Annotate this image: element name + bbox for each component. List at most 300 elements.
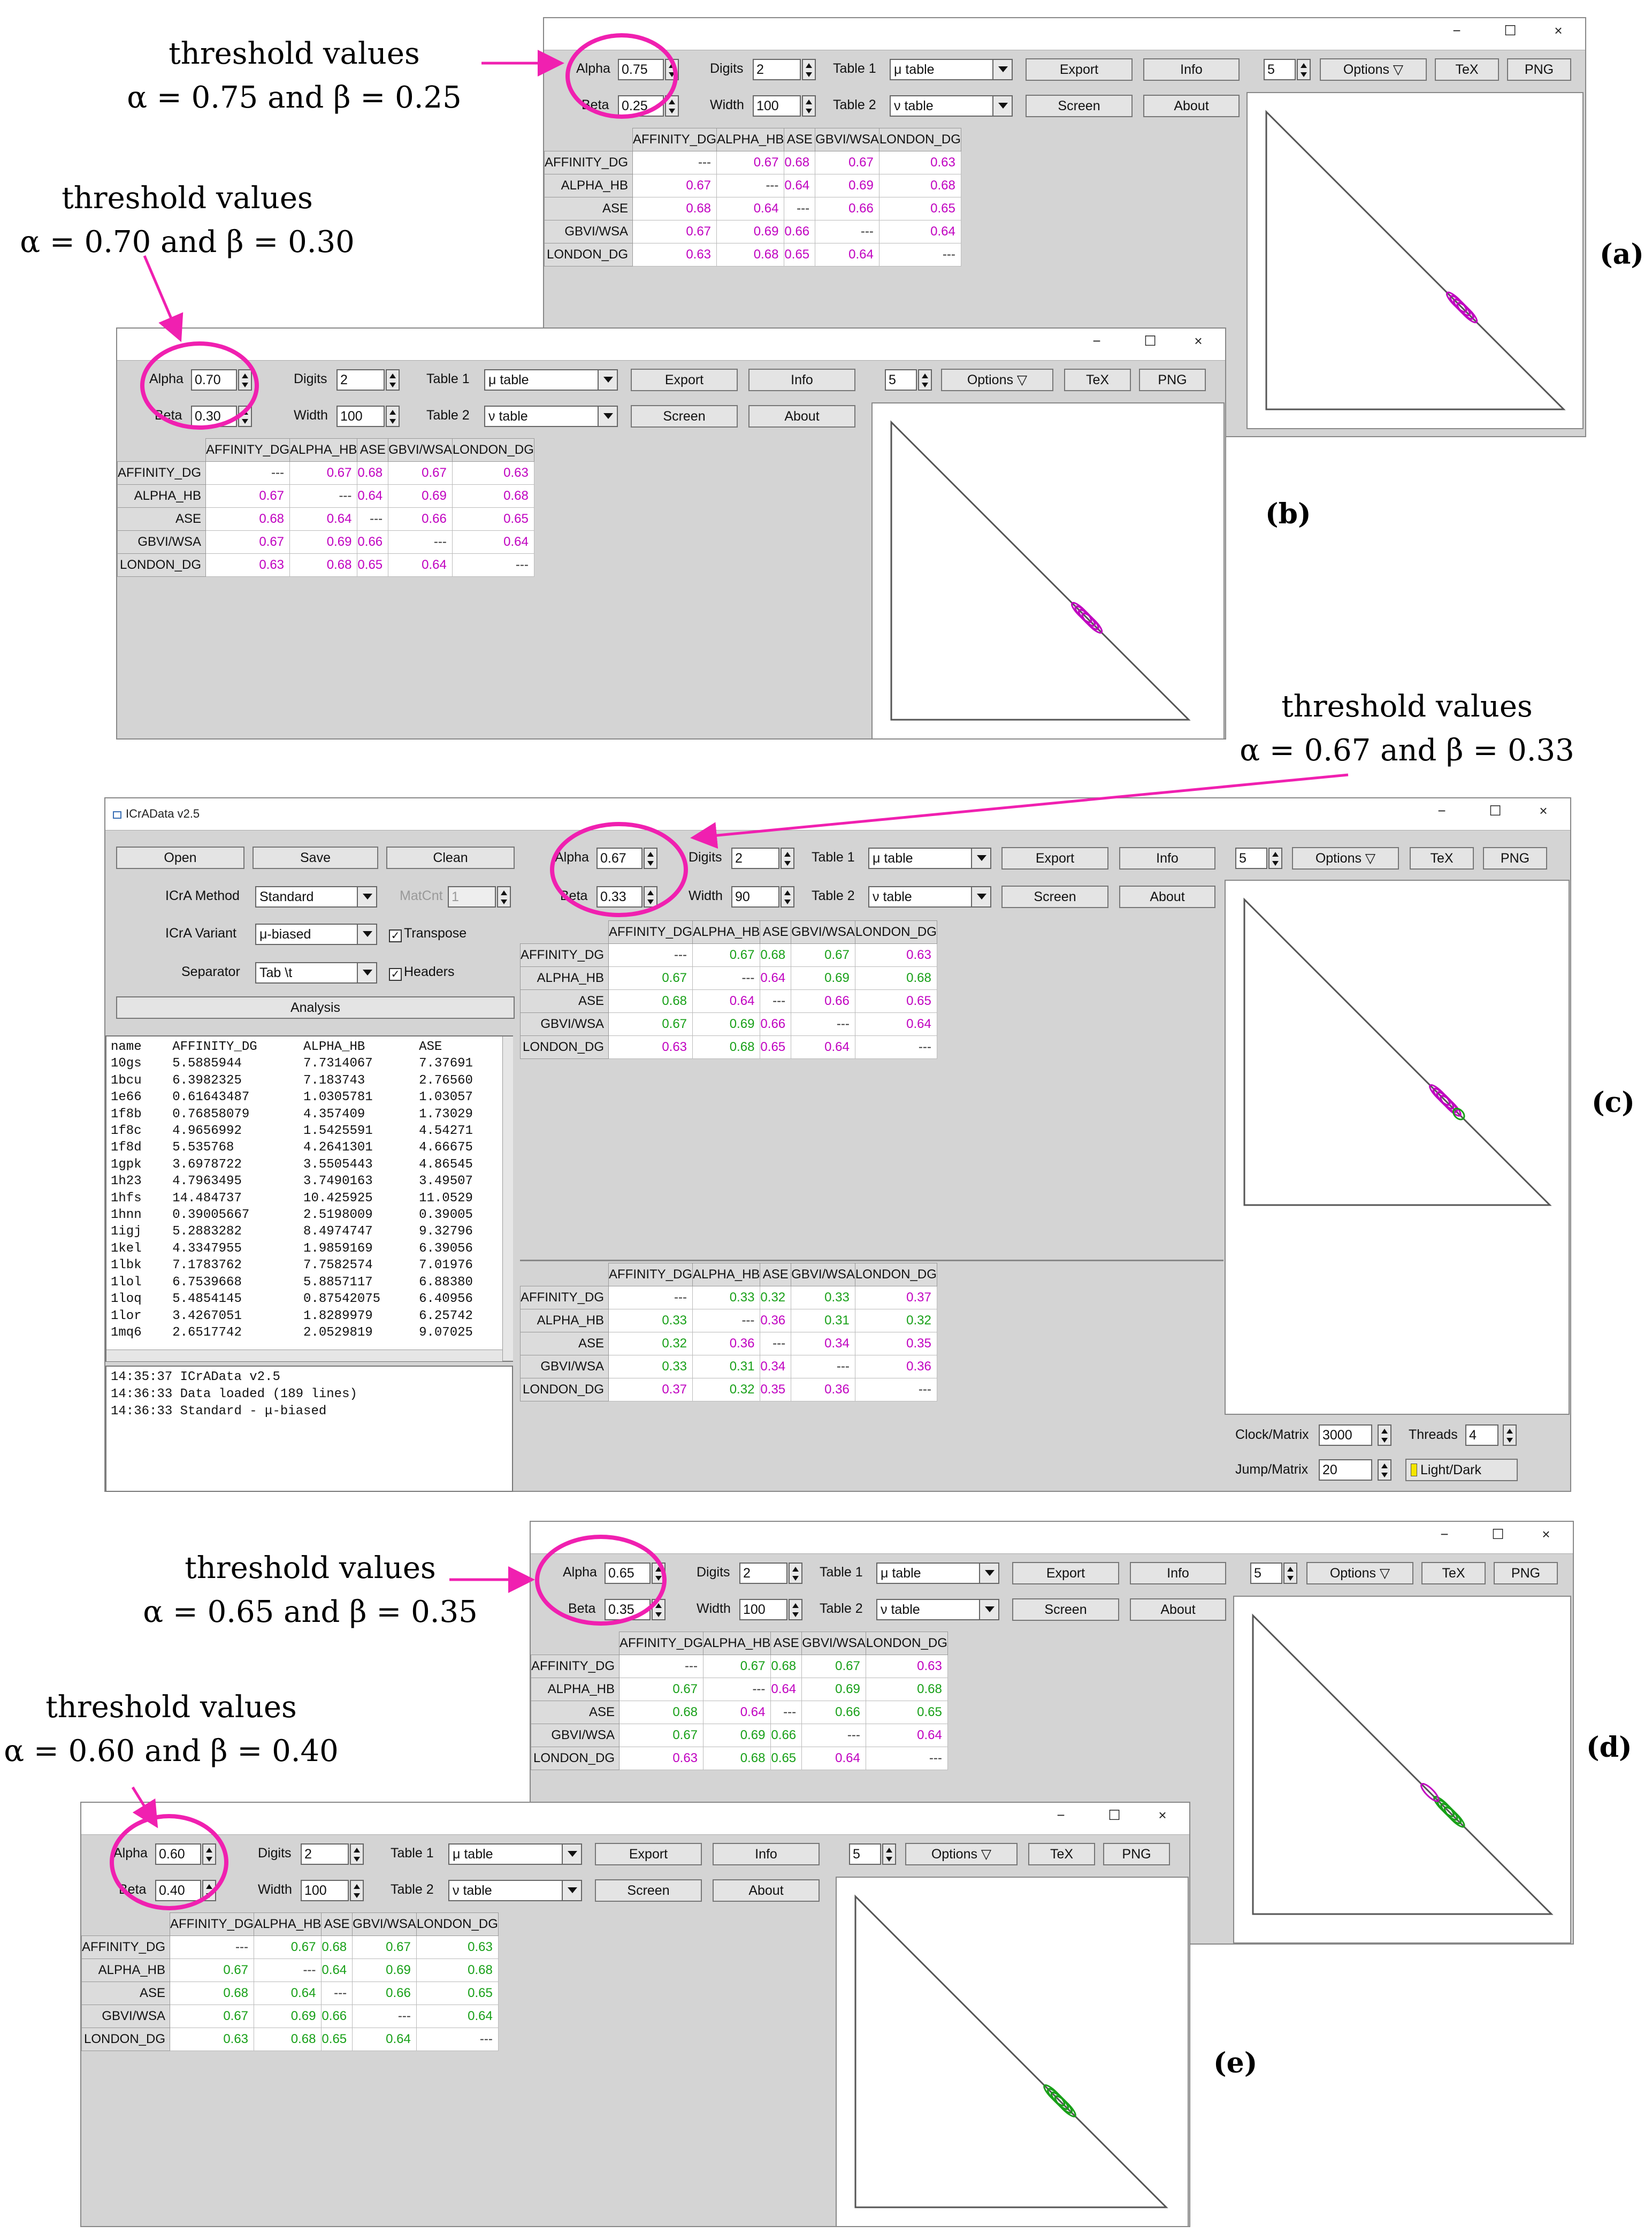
table-cell[interactable]: 0.67 bbox=[290, 462, 357, 485]
table-cell[interactable]: 0.34 bbox=[791, 1332, 855, 1355]
png-button[interactable]: PNG bbox=[1507, 58, 1571, 81]
column-header[interactable]: ASE bbox=[322, 1913, 353, 1936]
table-cell[interactable]: 0.68 bbox=[771, 1655, 802, 1678]
table-cell[interactable]: 0.68 bbox=[879, 174, 961, 197]
column-header[interactable]: GBVI/WSA bbox=[791, 1263, 855, 1286]
table-cell[interactable]: 0.63 bbox=[416, 1936, 498, 1959]
table-cell[interactable]: 0.65 bbox=[357, 554, 388, 577]
row-header[interactable]: LONDON_DG bbox=[82, 2028, 170, 2051]
tex-button[interactable]: TeX bbox=[1421, 1562, 1486, 1584]
table-cell[interactable]: 0.63 bbox=[206, 554, 290, 577]
screen-button[interactable]: Screen bbox=[595, 1879, 702, 1902]
table-cell[interactable]: 0.64 bbox=[717, 197, 784, 220]
column-header[interactable]: AFFINITY_DG bbox=[609, 1263, 693, 1286]
maximize-button[interactable]: ☐ bbox=[1492, 1526, 1504, 1542]
table-cell[interactable]: 0.33 bbox=[791, 1286, 855, 1309]
row-header[interactable]: LONDON_DG bbox=[521, 1036, 609, 1059]
table-cell[interactable]: 0.67 bbox=[633, 220, 717, 243]
column-header[interactable]: ASE bbox=[784, 128, 815, 151]
tex-button[interactable]: TeX bbox=[1064, 369, 1131, 391]
width-input[interactable]: 100 bbox=[336, 406, 385, 427]
beta-input[interactable]: 0.30 bbox=[191, 406, 237, 427]
table-cell[interactable]: --- bbox=[388, 531, 453, 554]
table-cell[interactable]: 0.32 bbox=[609, 1332, 693, 1355]
minimize-button[interactable]: − bbox=[1440, 1526, 1449, 1542]
matcnt-label: MatCnt bbox=[400, 888, 443, 903]
table-cell[interactable]: 0.68 bbox=[206, 508, 290, 531]
table-cell[interactable]: 0.67 bbox=[254, 1936, 322, 1959]
table-cell[interactable]: 0.69 bbox=[703, 1724, 771, 1747]
row-header[interactable]: GBVI/WSA bbox=[521, 1013, 609, 1036]
row-header[interactable]: GBVI/WSA bbox=[521, 1355, 609, 1378]
info-button[interactable]: Info bbox=[713, 1843, 820, 1865]
options-button[interactable]: Options ▽ bbox=[1292, 847, 1399, 870]
table-cell[interactable]: --- bbox=[322, 1982, 353, 2005]
table-cell[interactable]: 0.66 bbox=[322, 2005, 353, 2028]
export-button[interactable]: Export bbox=[1026, 58, 1133, 81]
table-cell[interactable]: --- bbox=[866, 1747, 947, 1770]
alpha-input[interactable]: 0.67 bbox=[596, 848, 643, 869]
table-cell[interactable]: 0.64 bbox=[357, 485, 388, 508]
column-header[interactable]: GBVI/WSA bbox=[353, 1913, 417, 1936]
options-button[interactable]: Options ▽ bbox=[941, 369, 1053, 391]
table-cell[interactable]: 0.64 bbox=[771, 1678, 802, 1701]
table-cell[interactable]: --- bbox=[206, 462, 290, 485]
column-header[interactable]: ALPHA_HB bbox=[254, 1913, 322, 1936]
table-cell[interactable]: 0.68 bbox=[416, 1959, 498, 1982]
table-cell[interactable]: --- bbox=[254, 1959, 322, 1982]
table-cell[interactable]: 0.65 bbox=[784, 243, 815, 266]
table-cell[interactable]: 0.64 bbox=[254, 1982, 322, 2005]
row-header[interactable]: LONDON_DG bbox=[118, 554, 206, 577]
column-header[interactable]: AFFINITY_DG bbox=[609, 921, 693, 944]
table-cell[interactable]: 0.68 bbox=[633, 197, 717, 220]
width-input[interactable]: 90 bbox=[731, 886, 779, 908]
maximize-button[interactable]: ☐ bbox=[1504, 22, 1517, 39]
table-cell[interactable]: 0.32 bbox=[855, 1309, 937, 1332]
table-cell[interactable]: 0.64 bbox=[693, 990, 760, 1013]
digits-input[interactable]: 2 bbox=[301, 1843, 349, 1865]
width-input[interactable]: 100 bbox=[301, 1880, 349, 1901]
table-cell[interactable]: --- bbox=[879, 243, 961, 266]
row-header[interactable]: ASE bbox=[521, 990, 609, 1013]
digits-input[interactable]: 2 bbox=[731, 848, 779, 869]
table-cell[interactable]: 0.69 bbox=[717, 220, 784, 243]
beta-input[interactable]: 0.33 bbox=[596, 886, 643, 908]
table-cell[interactable]: 0.36 bbox=[760, 1309, 791, 1332]
table-cell[interactable]: --- bbox=[791, 1013, 855, 1036]
column-header[interactable]: LONDON_DG bbox=[879, 128, 961, 151]
table-cell[interactable]: 0.68 bbox=[290, 554, 357, 577]
table-cell[interactable]: 0.65 bbox=[416, 1982, 498, 2005]
table-cell[interactable]: 0.68 bbox=[693, 1036, 760, 1059]
table-cell[interactable]: --- bbox=[717, 174, 784, 197]
log-text-area[interactable]: 14:35:37 ICrAData v2.5 14:36:33 Data loaded (189 lines) 14:36:33 Standard - μ-biased bbox=[105, 1366, 513, 1492]
close-button[interactable]: × bbox=[1158, 1807, 1167, 1823]
table-cell[interactable]: 0.69 bbox=[290, 531, 357, 554]
row-header[interactable]: GBVI/WSA bbox=[82, 2005, 170, 2028]
row-header[interactable]: ALPHA_HB bbox=[545, 174, 633, 197]
export-button[interactable]: Export bbox=[631, 369, 738, 391]
table-cell[interactable]: 0.67 bbox=[206, 485, 290, 508]
table-cell[interactable]: 0.65 bbox=[322, 2028, 353, 2051]
table-cell[interactable]: 0.66 bbox=[771, 1724, 802, 1747]
table-cell[interactable]: 0.68 bbox=[866, 1678, 947, 1701]
table-cell[interactable]: 0.64 bbox=[322, 1959, 353, 1982]
maximize-button[interactable]: ☐ bbox=[1489, 803, 1502, 819]
table-cell[interactable]: 0.67 bbox=[620, 1678, 703, 1701]
table-cell[interactable]: 0.36 bbox=[693, 1332, 760, 1355]
info-button[interactable]: Info bbox=[748, 369, 855, 391]
info-button[interactable]: Info bbox=[1143, 58, 1240, 81]
table-cell[interactable]: 0.67 bbox=[388, 462, 453, 485]
digits-input[interactable]: 2 bbox=[739, 1563, 787, 1584]
table-cell[interactable]: --- bbox=[693, 967, 760, 990]
table-cell[interactable]: 0.68 bbox=[703, 1747, 771, 1770]
column-header[interactable]: ASE bbox=[357, 439, 388, 462]
table-cell[interactable]: 0.63 bbox=[855, 944, 937, 967]
alpha-input[interactable]: 0.60 bbox=[155, 1843, 201, 1865]
table-cell[interactable]: 0.63 bbox=[633, 243, 717, 266]
check-icon[interactable]: ✓ bbox=[389, 929, 402, 942]
table-cell[interactable]: 0.63 bbox=[620, 1747, 703, 1770]
options-button[interactable]: Options ▽ bbox=[905, 1843, 1018, 1865]
table-cell[interactable]: 0.69 bbox=[388, 485, 453, 508]
column-header[interactable]: ALPHA_HB bbox=[717, 128, 784, 151]
table-cell[interactable]: --- bbox=[784, 197, 815, 220]
table-cell[interactable]: 0.66 bbox=[784, 220, 815, 243]
screen-button[interactable]: Screen bbox=[1012, 1598, 1119, 1621]
digits-input[interactable]: 2 bbox=[336, 369, 385, 391]
maximize-button[interactable]: ☐ bbox=[1108, 1807, 1121, 1823]
table-cell[interactable]: 0.68 bbox=[170, 1982, 254, 2005]
table-cell[interactable]: --- bbox=[633, 151, 717, 174]
table-cell[interactable]: 0.64 bbox=[703, 1701, 771, 1724]
table-cell[interactable]: 0.65 bbox=[771, 1747, 802, 1770]
column-header[interactable]: LONDON_DG bbox=[866, 1632, 947, 1655]
table-cell[interactable]: 0.64 bbox=[791, 1036, 855, 1059]
table-cell[interactable]: --- bbox=[855, 1036, 937, 1059]
table-cell[interactable]: 0.68 bbox=[452, 485, 534, 508]
tex-button[interactable]: TeX bbox=[1410, 847, 1474, 870]
row-header[interactable]: GBVI/WSA bbox=[118, 531, 206, 554]
table-cell[interactable]: 0.65 bbox=[866, 1701, 947, 1724]
row-header[interactable]: LONDON_DG bbox=[531, 1747, 620, 1770]
table-cell[interactable]: --- bbox=[771, 1701, 802, 1724]
clean-button[interactable]: Clean bbox=[386, 847, 515, 869]
table-cell[interactable]: 0.64 bbox=[855, 1013, 937, 1036]
check-icon[interactable]: ✓ bbox=[389, 968, 402, 981]
row-header[interactable]: ASE bbox=[531, 1701, 620, 1724]
export-button[interactable]: Export bbox=[1012, 1562, 1119, 1584]
column-header[interactable]: LONDON_DG bbox=[855, 1263, 937, 1286]
table-cell[interactable]: 0.65 bbox=[855, 990, 937, 1013]
alpha-input[interactable]: 0.65 bbox=[605, 1563, 651, 1584]
minimize-button[interactable]: − bbox=[1437, 803, 1446, 819]
table-cell[interactable]: 0.69 bbox=[693, 1013, 760, 1036]
maximize-button[interactable]: ☐ bbox=[1144, 333, 1157, 349]
table-cell[interactable]: 0.64 bbox=[802, 1747, 866, 1770]
table-cell[interactable]: --- bbox=[760, 1332, 791, 1355]
row-header[interactable]: AFFINITY_DG bbox=[521, 944, 609, 967]
table-cell[interactable]: --- bbox=[855, 1378, 937, 1401]
table-cell[interactable]: 0.67 bbox=[609, 1013, 693, 1036]
table-cell[interactable]: 0.65 bbox=[760, 1036, 791, 1059]
table-cell[interactable]: 0.64 bbox=[879, 220, 961, 243]
table-cell[interactable]: 0.65 bbox=[452, 508, 534, 531]
about-button[interactable]: About bbox=[748, 405, 855, 428]
clock-input[interactable]: 3000 bbox=[1319, 1424, 1372, 1446]
table-cell[interactable]: 0.63 bbox=[609, 1036, 693, 1059]
column-header[interactable]: AFFINITY_DG bbox=[633, 128, 717, 151]
screen-button[interactable]: Screen bbox=[1026, 95, 1133, 117]
info-button[interactable]: Info bbox=[1119, 847, 1215, 870]
table-cell[interactable]: --- bbox=[452, 554, 534, 577]
column-header[interactable]: ALPHA_HB bbox=[290, 439, 357, 462]
minimize-button[interactable]: − bbox=[1092, 333, 1101, 349]
table-cell[interactable]: 0.66 bbox=[815, 197, 879, 220]
table-cell[interactable]: --- bbox=[353, 2005, 417, 2028]
table-cell[interactable]: --- bbox=[760, 990, 791, 1013]
annotation-values: α = 0.67 and β = 0.33 bbox=[1240, 733, 1574, 768]
table-cell[interactable]: 0.67 bbox=[717, 151, 784, 174]
row-header[interactable]: AFFINITY_DG bbox=[531, 1655, 620, 1678]
beta-input[interactable]: 0.35 bbox=[605, 1599, 651, 1620]
table-cell[interactable]: 0.64 bbox=[452, 531, 534, 554]
table-cell[interactable]: 0.64 bbox=[760, 967, 791, 990]
column-header[interactable]: ASE bbox=[771, 1632, 802, 1655]
beta-input[interactable]: 0.25 bbox=[618, 95, 664, 117]
column-header[interactable]: LONDON_DG bbox=[416, 1913, 498, 1936]
table-cell[interactable]: 0.67 bbox=[693, 944, 760, 967]
table-cell[interactable]: 0.67 bbox=[703, 1655, 771, 1678]
table-cell[interactable]: 0.37 bbox=[855, 1286, 937, 1309]
options-button[interactable]: Options ▽ bbox=[1306, 1562, 1413, 1584]
row-header[interactable]: AFFINITY_DG bbox=[521, 1286, 609, 1309]
row-header[interactable]: LONDON_DG bbox=[545, 243, 633, 266]
row-header[interactable]: ASE bbox=[545, 197, 633, 220]
row-header[interactable]: AFFINITY_DG bbox=[545, 151, 633, 174]
table-cell[interactable]: --- bbox=[802, 1724, 866, 1747]
table-cell[interactable]: 0.33 bbox=[609, 1355, 693, 1378]
about-button[interactable]: About bbox=[1130, 1598, 1226, 1621]
table-cell[interactable]: 0.67 bbox=[170, 2005, 254, 2028]
table-cell[interactable]: --- bbox=[609, 944, 693, 967]
table-cell[interactable]: --- bbox=[703, 1678, 771, 1701]
close-button[interactable]: × bbox=[1539, 803, 1548, 819]
close-button[interactable]: × bbox=[1554, 22, 1563, 39]
table-cell[interactable]: --- bbox=[693, 1309, 760, 1332]
table-cell[interactable]: 0.67 bbox=[620, 1724, 703, 1747]
n-input[interactable]: 5 bbox=[849, 1843, 881, 1865]
table-cell[interactable]: 0.33 bbox=[609, 1309, 693, 1332]
table-cell[interactable]: 0.33 bbox=[693, 1286, 760, 1309]
alpha-input[interactable]: 0.75 bbox=[618, 59, 664, 80]
table-cell[interactable]: 0.68 bbox=[620, 1701, 703, 1724]
about-button[interactable]: About bbox=[1143, 95, 1240, 117]
table-cell[interactable]: 0.66 bbox=[802, 1701, 866, 1724]
screen-button[interactable]: Screen bbox=[1001, 886, 1108, 908]
table-cell[interactable]: 0.63 bbox=[879, 151, 961, 174]
table-cell[interactable]: 0.64 bbox=[866, 1724, 947, 1747]
table-cell[interactable]: 0.67 bbox=[609, 967, 693, 990]
tex-button[interactable]: TeX bbox=[1435, 58, 1499, 81]
column-header[interactable]: GBVI/WSA bbox=[791, 921, 855, 944]
table-cell[interactable]: 0.35 bbox=[855, 1332, 937, 1355]
table-cell[interactable]: 0.32 bbox=[760, 1286, 791, 1309]
table-cell[interactable]: 0.64 bbox=[416, 2005, 498, 2028]
table-cell[interactable]: --- bbox=[170, 1936, 254, 1959]
table-cell[interactable]: 0.63 bbox=[866, 1655, 947, 1678]
analysis-button[interactable]: Analysis bbox=[116, 996, 515, 1019]
table-cell[interactable]: 0.32 bbox=[693, 1378, 760, 1401]
column-header[interactable]: LONDON_DG bbox=[855, 921, 937, 944]
table-cell[interactable]: 0.68 bbox=[760, 944, 791, 967]
n-input[interactable]: 5 bbox=[1250, 1563, 1282, 1584]
table-cell[interactable]: 0.67 bbox=[170, 1959, 254, 1982]
minimize-button[interactable]: − bbox=[1452, 22, 1461, 39]
table-cell[interactable]: 0.34 bbox=[760, 1355, 791, 1378]
table-cell[interactable]: 0.37 bbox=[609, 1378, 693, 1401]
column-header[interactable]: ASE bbox=[760, 1263, 791, 1286]
column-header[interactable]: AFFINITY_DG bbox=[620, 1632, 703, 1655]
row-header[interactable]: ASE bbox=[521, 1332, 609, 1355]
n-input[interactable]: 5 bbox=[1235, 848, 1267, 869]
tex-button[interactable]: TeX bbox=[1028, 1843, 1095, 1865]
options-button[interactable]: Options ▽ bbox=[1320, 58, 1427, 81]
table-cell[interactable]: 0.66 bbox=[357, 531, 388, 554]
save-button[interactable]: Save bbox=[253, 847, 378, 869]
minimize-button[interactable]: − bbox=[1057, 1807, 1065, 1823]
column-header[interactable]: GBVI/WSA bbox=[802, 1632, 866, 1655]
matcnt-input[interactable]: 1 bbox=[448, 886, 496, 908]
table-cell[interactable]: --- bbox=[791, 1355, 855, 1378]
table-cell[interactable]: 0.65 bbox=[879, 197, 961, 220]
table-cell[interactable]: 0.69 bbox=[802, 1678, 866, 1701]
export-button[interactable]: Export bbox=[1001, 847, 1108, 870]
table-cell[interactable]: 0.64 bbox=[784, 174, 815, 197]
about-button[interactable]: About bbox=[1119, 886, 1215, 908]
table-cell[interactable]: 0.68 bbox=[609, 990, 693, 1013]
table-cell[interactable]: --- bbox=[620, 1655, 703, 1678]
row-header[interactable]: ASE bbox=[118, 508, 206, 531]
width-input[interactable]: 100 bbox=[739, 1599, 787, 1620]
table-cell[interactable]: 0.66 bbox=[353, 1982, 417, 2005]
table-cell[interactable]: 0.31 bbox=[693, 1355, 760, 1378]
row-header[interactable]: AFFINITY_DG bbox=[118, 462, 206, 485]
table-cell[interactable]: 0.68 bbox=[357, 462, 388, 485]
alpha-input[interactable]: 0.70 bbox=[191, 369, 237, 391]
row-header[interactable]: ALPHA_HB bbox=[521, 967, 609, 990]
table-cell[interactable]: 0.67 bbox=[353, 1936, 417, 1959]
column-header[interactable]: ALPHA_HB bbox=[693, 1263, 760, 1286]
export-button[interactable]: Export bbox=[595, 1843, 702, 1865]
table-cell[interactable]: 0.64 bbox=[815, 243, 879, 266]
row-header[interactable]: ALPHA_HB bbox=[531, 1678, 620, 1701]
n-input[interactable]: 5 bbox=[885, 369, 917, 391]
table-cell[interactable]: 0.69 bbox=[353, 1959, 417, 1982]
png-button[interactable]: PNG bbox=[1139, 369, 1206, 391]
open-button[interactable]: Open bbox=[116, 847, 244, 869]
column-header[interactable]: ALPHA_HB bbox=[703, 1632, 771, 1655]
table-cell[interactable]: --- bbox=[357, 508, 388, 531]
table-cell[interactable]: 0.31 bbox=[791, 1309, 855, 1332]
digits-input[interactable]: 2 bbox=[753, 59, 801, 80]
row-header[interactable]: ALPHA_HB bbox=[521, 1309, 609, 1332]
table-cell[interactable]: 0.69 bbox=[254, 2005, 322, 2028]
threads-input[interactable]: 4 bbox=[1465, 1424, 1498, 1446]
row-header[interactable]: GBVI/WSA bbox=[545, 220, 633, 243]
table-cell[interactable]: 0.35 bbox=[760, 1378, 791, 1401]
table-cell[interactable]: 0.67 bbox=[791, 944, 855, 967]
table-cell[interactable]: --- bbox=[416, 2028, 498, 2051]
table-cell[interactable]: 0.64 bbox=[388, 554, 453, 577]
table-cell[interactable]: 0.68 bbox=[254, 2028, 322, 2051]
png-button[interactable]: PNG bbox=[1483, 847, 1547, 870]
table-cell[interactable]: 0.68 bbox=[322, 1936, 353, 1959]
close-button[interactable]: × bbox=[1542, 1526, 1550, 1542]
close-button[interactable]: × bbox=[1194, 333, 1203, 349]
row-header[interactable]: ASE bbox=[82, 1982, 170, 2005]
table-cell[interactable]: 0.64 bbox=[290, 508, 357, 531]
table-cell[interactable]: 0.69 bbox=[815, 174, 879, 197]
table-cell[interactable]: 0.68 bbox=[855, 967, 937, 990]
table-cell[interactable]: 0.36 bbox=[855, 1355, 937, 1378]
table-cell[interactable]: 0.68 bbox=[717, 243, 784, 266]
column-header[interactable]: AFFINITY_DG bbox=[170, 1913, 254, 1936]
table-cell[interactable]: 0.66 bbox=[791, 990, 855, 1013]
about-button[interactable]: About bbox=[713, 1879, 820, 1902]
table-cell[interactable]: 0.69 bbox=[791, 967, 855, 990]
table-cell[interactable]: 0.63 bbox=[452, 462, 534, 485]
png-button[interactable]: PNG bbox=[1494, 1562, 1558, 1584]
column-header[interactable]: GBVI/WSA bbox=[815, 128, 879, 151]
table-cell[interactable]: --- bbox=[290, 485, 357, 508]
table-cell[interactable]: --- bbox=[609, 1286, 693, 1309]
table-cell[interactable]: 0.63 bbox=[170, 2028, 254, 2051]
row-header[interactable]: ALPHA_HB bbox=[118, 485, 206, 508]
info-button[interactable]: Info bbox=[1130, 1562, 1226, 1584]
data-text-area[interactable]: name AFFINITY_DG ALPHA_HB ASE 10gs 5.5885944 7.7314067 7.37691 1bcu 6.3982325 7.183743 2.76560 1e66 0.61643487 1.0305781 1.03057 1f8b 0.76858079 4.357409 1.73029 1f8c 4.9656992 1.5425591 4.54271 1f8d 5.535768 4.2641301 4.66675 1gpk 3.6978722 3.5505443 4.86545 1h23 4.7963495 3.7490163 3.49507 1hfs 14.484737 10.425925 11.0529 1hnn 0.39005667 2.5198009 0.39005 1igj 5.2883282 8.4974747 9.32796 1kel 4.3347955 1.9859169 6.39056 1lbk 7.1783762 7.7582574 7.01976 1lol 6.7539668 5.8857117 6.88380 1loq 5.4854145 0.87542075 6.40956 1lor 3.4267051 1.8289979 6.25742 1mq6 2.6517742 2.0529819 9.07025 bbox=[105, 1035, 513, 1362]
table-cell[interactable]: --- bbox=[815, 220, 879, 243]
table-cell[interactable]: 0.66 bbox=[760, 1013, 791, 1036]
table-cell[interactable]: 0.67 bbox=[815, 151, 879, 174]
row-header[interactable]: ALPHA_HB bbox=[82, 1959, 170, 1982]
column-header[interactable]: GBVI/WSA bbox=[388, 439, 453, 462]
row-header[interactable]: GBVI/WSA bbox=[531, 1724, 620, 1747]
width-input[interactable]: 100 bbox=[753, 95, 801, 117]
table-cell[interactable]: 0.67 bbox=[206, 531, 290, 554]
column-header[interactable]: ASE bbox=[760, 921, 791, 944]
png-button[interactable]: PNG bbox=[1103, 1843, 1170, 1865]
column-header[interactable]: AFFINITY_DG bbox=[206, 439, 290, 462]
table-cell[interactable]: 0.66 bbox=[388, 508, 453, 531]
table-cell[interactable]: 0.67 bbox=[633, 174, 717, 197]
table-cell[interactable]: 0.67 bbox=[802, 1655, 866, 1678]
table-cell[interactable]: 0.68 bbox=[784, 151, 815, 174]
table-cell[interactable]: 0.36 bbox=[791, 1378, 855, 1401]
table-cell[interactable]: 0.64 bbox=[353, 2028, 417, 2051]
jump-input[interactable]: 20 bbox=[1319, 1459, 1372, 1481]
row-header[interactable]: LONDON_DG bbox=[521, 1378, 609, 1401]
column-header[interactable]: ALPHA_HB bbox=[693, 921, 760, 944]
screen-button[interactable]: Screen bbox=[631, 405, 738, 428]
n-input[interactable]: 5 bbox=[1264, 59, 1296, 80]
annotation-values: α = 0.70 and β = 0.30 bbox=[20, 225, 355, 260]
beta-input[interactable]: 0.40 bbox=[155, 1880, 201, 1901]
row-header[interactable]: AFFINITY_DG bbox=[82, 1936, 170, 1959]
column-header[interactable]: LONDON_DG bbox=[452, 439, 534, 462]
